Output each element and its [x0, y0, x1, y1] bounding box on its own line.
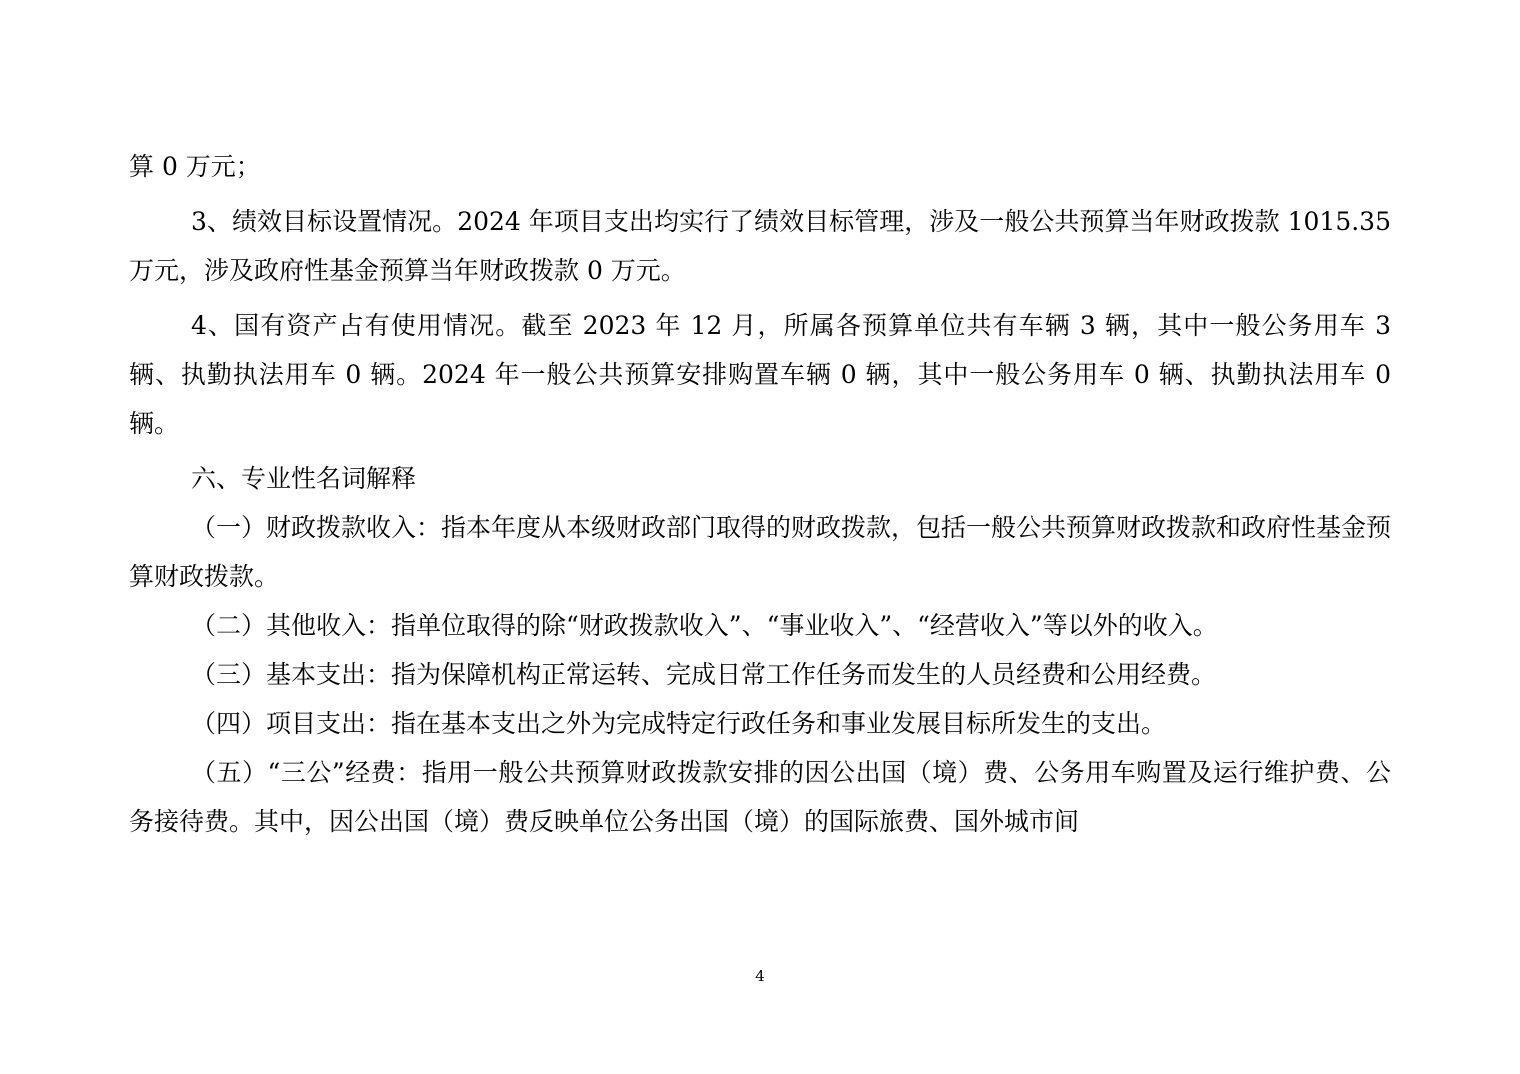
- document-body: [129, 142, 1391, 846]
- paragraph-continuation: 算 0 万元；: [129, 152, 261, 181]
- section-heading-terms: 六、专业性名词解释: [191, 464, 417, 493]
- page-number: 4: [755, 967, 765, 985]
- paragraph-term-three-public-expenses: （五）“三公”经费：指用一般公共预算财政拨款安排的因公出国（境）费、公务用车购置及运行维护费、公务接待费。其中，因公出国（境）费反映单位公务出国（境）的国际旅费、国外城市间: [129, 758, 1391, 836]
- paragraph-term-project-expenditure: （四）项目支出：指在基本支出之外为完成特定行政任务和事业发展目标所发生的支出。: [191, 709, 1167, 738]
- paragraph-term-other-income: （二）其他收入：指单位取得的除“财政拨款收入”、“事业收入”、“经营收入”等以外的收入。: [191, 611, 1218, 640]
- paragraph-term-fiscal-income: （一）财政拨款收入：指本年度从本级财政部门取得的财政拨款，包括一般公共预算财政拨款和政府性基金预算财政拨款。: [129, 513, 1392, 591]
- paragraph-state-assets: 4、国有资产占有使用情况。截至 2023 年 12 月，所属各预算单位共有车辆 3 辆，其中一般公务用车 3 辆、执勤执法用车 0 辆。2024 年一般公共预算安排购置车辆 0 辆，其中一般公务用车 0 辆、执勤执法用车 0 辆。: [129, 311, 1391, 438]
- paragraph-performance-targets: 3、绩效目标设置情况。2024 年项目支出均实行了绩效目标管理，涉及一般公共预算当年财政拨款 1015.35 万元，涉及政府性基金预算当年财政拨款 0 万元。: [129, 207, 1391, 285]
- paragraph-term-basic-expenditure: （三）基本支出：指为保障机构正常运转、完成日常工作任务而发生的人员经费和公用经费。: [191, 660, 1217, 689]
